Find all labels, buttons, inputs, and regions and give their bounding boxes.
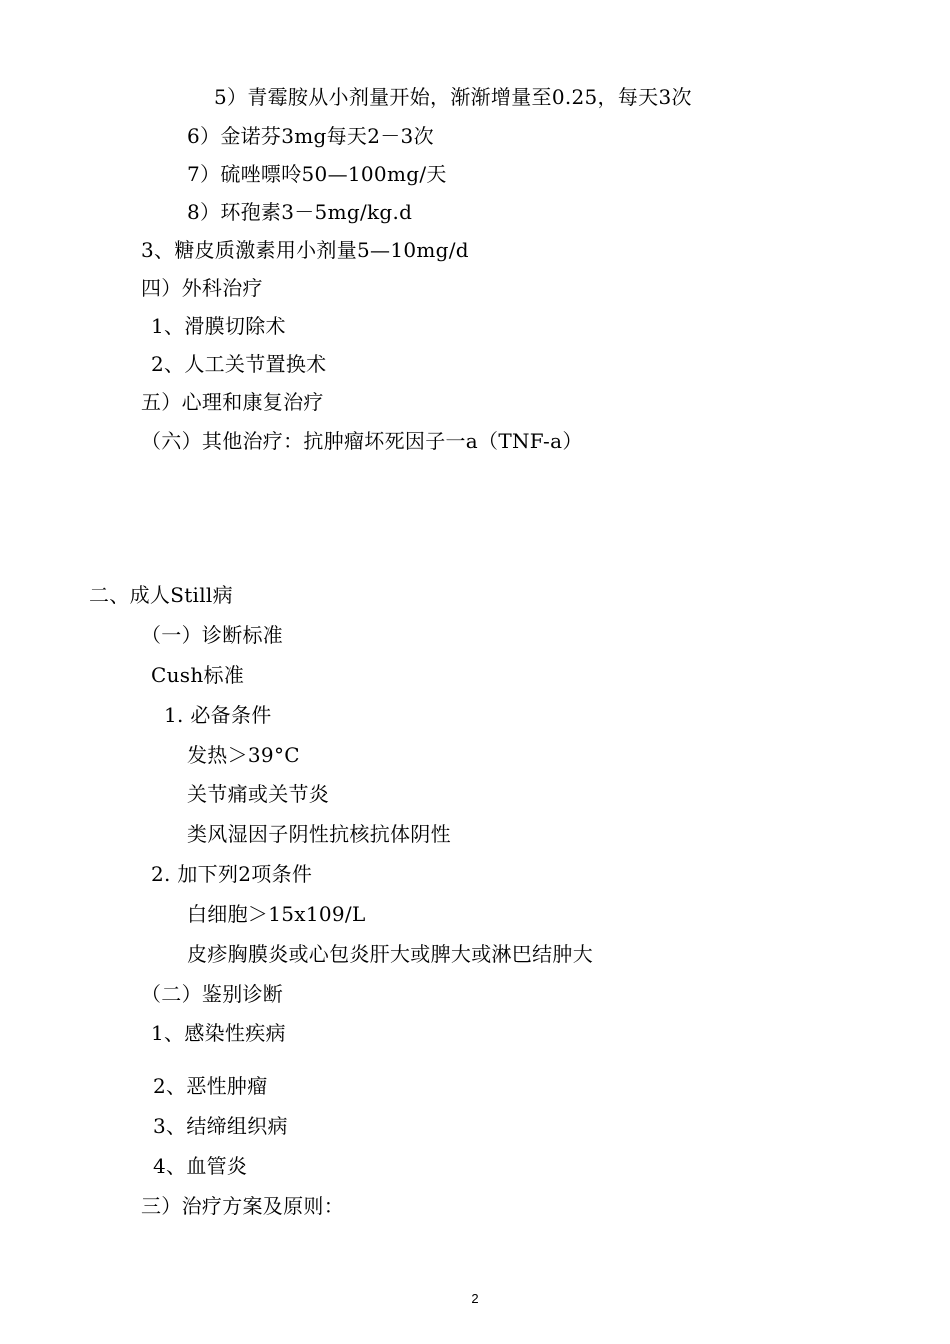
text-line-cyclosporine: 8）环孢素3－5mg/kg.d [187,200,413,224]
text-line-penicillamine: 5）青霉胺从小剂量开始，渐渐增量至0.25，每天3次 [214,85,692,109]
heading-treatment-principles: 三）治疗方案及原则： [141,1194,344,1218]
text-line-connective-tissue: 3、结缔组织病 [153,1114,288,1138]
text-line-synovectomy: 1、滑膜切除术 [151,314,286,338]
text-line-rash-findings: 皮疹胸膜炎或心包炎肝大或脾大或淋巴结肿大 [187,942,593,966]
heading-surgical-treatment: 四）外科治疗 [141,276,263,300]
text-line-joint-replacement: 2、人工关节置换术 [151,352,327,376]
text-line-infectious-disease: 1、感染性疾病 [151,1021,286,1045]
text-line-plus-two-conditions: 2. 加下列2项条件 [151,862,313,886]
text-line-fever: 发热＞39°C [187,743,300,767]
heading-diagnostic-criteria: （一）诊断标准 [141,623,284,647]
heading-other-treatment: （六）其他治疗：抗肿瘤坏死因子一a（TNF-a） [141,429,583,453]
heading-differential-diagnosis: （二）鉴别诊断 [141,982,284,1006]
text-line-rf-ana-negative: 类风湿因子阴性抗核抗体阴性 [187,822,451,846]
text-line-glucocorticoid: 3、糖皮质激素用小剂量5—10mg/d [141,238,469,262]
text-line-vasculitis: 4、血管炎 [153,1154,248,1178]
heading-rehabilitation: 五）心理和康复治疗 [141,390,324,414]
text-line-auranofin: 6）金诺芬3mg每天2－3次 [187,124,434,148]
text-line-required-conditions: 1. 必备条件 [164,703,272,727]
text-line-azathioprine: 7）硫唑嘌呤50—100mg/天 [187,162,447,186]
text-line-cush-criteria: Cush标准 [151,663,245,687]
page-number: 2 [471,1291,479,1306]
text-line-arthralgia: 关节痛或关节炎 [187,782,330,806]
text-line-malignant-tumor: 2、恶性肿瘤 [153,1074,268,1098]
text-line-wbc: 白细胞＞15x109/L [187,902,366,926]
section-heading-still-disease: 二、成人Still病 [89,583,233,607]
